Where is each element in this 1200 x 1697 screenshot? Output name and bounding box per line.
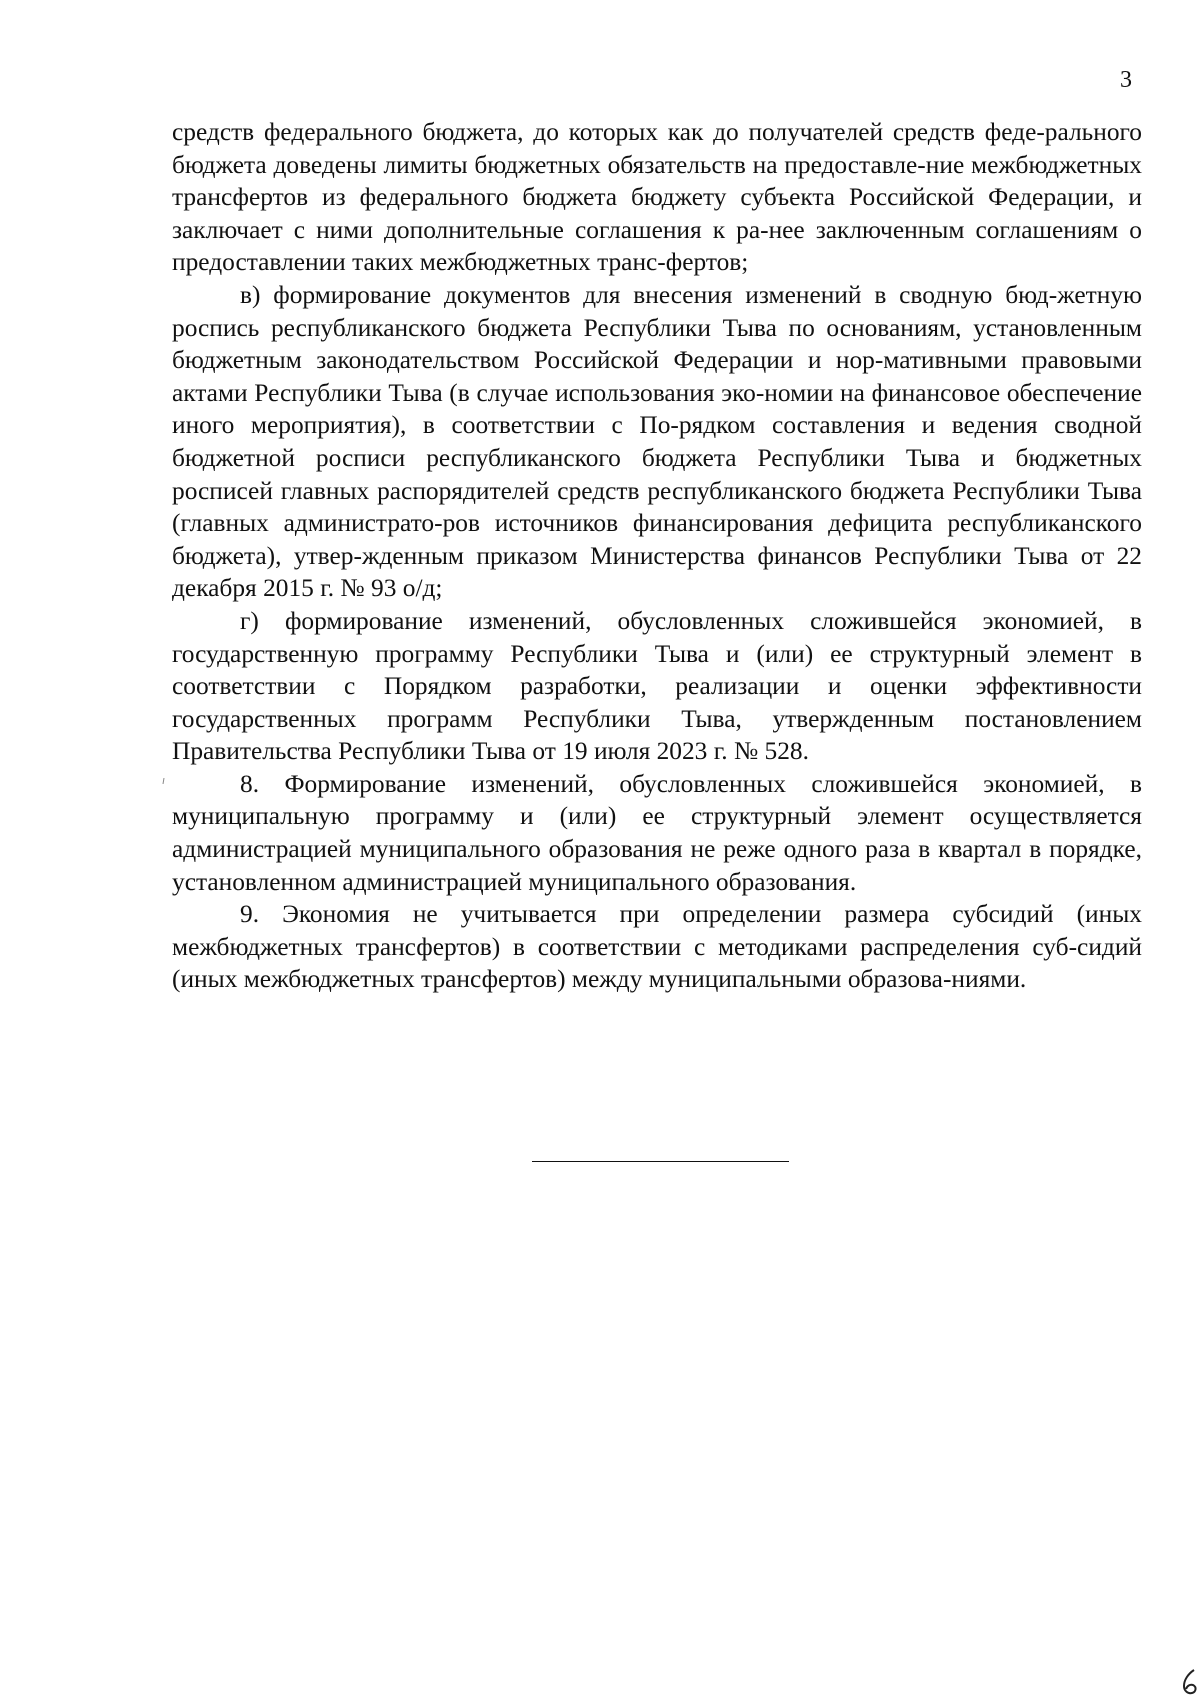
text-line: жетную роспись республиканского бюджета Республики Тыва по основаниям, — [172, 280, 1142, 342]
page-number: 3 — [1120, 67, 1132, 93]
text-line: установленным бюджетным законодательством Российской Федерации и нор- — [172, 313, 1142, 375]
text-line: 8. Формирование изменений, обусловленных сложившейся экономией, в — [240, 769, 1142, 798]
text-line: рядком составления и ведения сводной бюджетной росписи республиканского — [172, 411, 1142, 472]
document-body — [172, 116, 1142, 996]
text-line: сидий (иных межбюджетных трансфертов) между муниципальными образова- — [172, 932, 1142, 994]
text-line: нее заключенным соглашениям о предоставлении таких межбюджетных транс- — [172, 215, 1142, 277]
text-line: средств федерального бюджета, до которых как до получателей средств феде- — [172, 118, 1045, 146]
text-line: Правительства Республики Тыва от 19 июля 2023 г. № 528. — [172, 737, 809, 766]
text-line: муниципальную программу и (или) ее структурный элемент осуществляется — [172, 802, 1142, 831]
paragraph-item-g — [172, 605, 1142, 768]
text-line: 9. Экономия не учитывается при определении размера субсидий (иных — [240, 900, 1142, 929]
text-line: государственных программ Республики Тыва, утвержденным постановлением — [172, 704, 1142, 733]
text-line: порядке, установленном администрацией муниципального образования. — [172, 835, 1142, 896]
text-line: жденным приказом Министерства финансов Республики Тыва от 22 декабря — [172, 541, 1142, 603]
paragraph-item-v — [172, 279, 1142, 605]
paragraph-continuation — [172, 116, 1142, 279]
text-line: г) формирование изменений, обусловленных сложившейся экономией, в — [240, 606, 1142, 635]
text-line: Российской Федерации, и заключает с ними дополнительные соглашения к ра- — [172, 183, 1142, 244]
text-line: ние межбюджетных трансфертов из федерального бюджета бюджету субъекта — [172, 150, 1142, 212]
text-line: государственную программу Республики Тыва и (или) ее структурный элемент — [172, 639, 1114, 668]
text-line: администрацией муниципального образования не реже одного раза в квартал в — [172, 835, 1042, 864]
handwritten-corner-mark — [1170, 1668, 1200, 1697]
closing-separator-line — [532, 1161, 789, 1162]
text-line: фертов; — [665, 248, 749, 277]
text-line: ров источников финансирования дефицита республиканского бюджета), утвер- — [172, 509, 1142, 570]
text-line: номии на финансовое обеспечение иного мероприятия), в соответствии с По- — [172, 378, 1142, 440]
paragraph-clause-8 — [172, 768, 1142, 898]
scan-speck-mark — [162, 778, 166, 784]
paragraph-clause-9 — [172, 898, 1142, 996]
text-line: бюджета Республики Тыва и бюджетных росписей главных распорядителей — [172, 443, 1142, 505]
text-line: в соответствии с Порядком разработки, реализации и оценки эффективности — [172, 639, 1143, 701]
text-line: рального бюджета доведены лимиты бюджетных обязательств на предоставле- — [172, 118, 1142, 179]
text-line: межбюджетных трансфертов) в соответствии с методиками распределения суб- — [172, 932, 1078, 961]
text-line: в) формирование документов для внесения изменений в сводную бюд- — [240, 280, 1058, 309]
text-line: средств республиканского бюджета Республики Тыва (главных администрато- — [172, 476, 1142, 538]
text-line: мативными правовыми актами Республики Тыва (в случае использования эко- — [172, 346, 1142, 407]
text-line: 2015 г. № 93 о/д; — [263, 574, 443, 603]
text-line: ниями. — [951, 965, 1027, 994]
